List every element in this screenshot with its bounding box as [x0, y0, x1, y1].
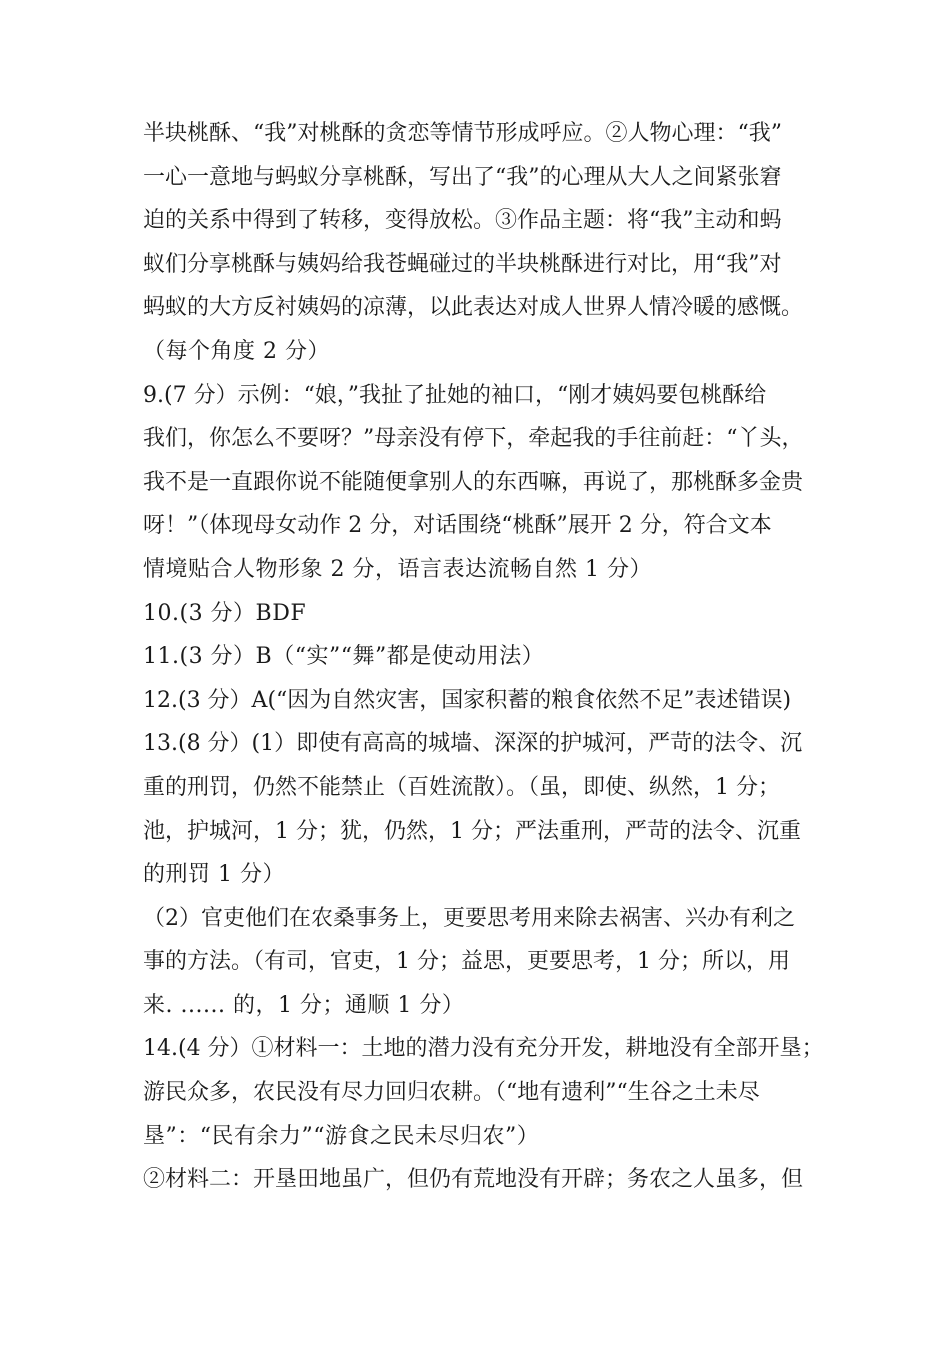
question-10-answer: 10.(3 分）BDF — [143, 600, 307, 626]
text-line: 池，护城河，1 分；犹，仍然，1 分；严法重刑，严苛的法令、沉重 — [143, 818, 801, 844]
text-line: 重的刑罚，仍然不能禁止（百姓流散）。（虽，即使、纵然，1 分； — [143, 774, 780, 800]
text-line: 来. ...... 的，1 分；通顺 1 分） — [143, 992, 465, 1018]
text-line: （每个角度 2 分） — [143, 338, 330, 364]
question-11-answer: 11.(3 分）B（“实”“舞”都是使动用法） — [143, 644, 545, 670]
text-line: ②材料二：开垦田地虽广，但仍有荒地没有开辟；务农之人虽多，但 — [143, 1167, 804, 1193]
text-line: （2）官吏他们在农桑事务上，更要思考用来除去祸害、兴办有利之 — [143, 905, 795, 931]
question-14-answer: 14.(4 分）①材料一：土地的潜力没有充分开发，耕地没有全部开垦； — [143, 1036, 824, 1062]
text-line: 垦”：“民有余力”“游食之民未尽归农”） — [143, 1123, 540, 1149]
text-line: 迫的关系中得到了转移，变得放松。③作品主题：将“我”主动和蚂 — [143, 208, 782, 234]
text-line: 我们，你怎么不要呀？”母亲没有停下，牵起我的手往前赶：“丫头， — [143, 426, 804, 452]
text-line: 一心一意地与蚂蚁分享桃酥，写出了“我”的心理从大人之间紧张窘 — [143, 164, 782, 190]
text-line: 事的方法。（有司，官吏，1 分；益思，更要思考，1 分；所以，用 — [143, 949, 790, 975]
question-13-answer: 13.(8 分）(1）即使有高高的城墙、深深的护城河，严苛的法令、沉 — [143, 731, 803, 757]
question-12-answer: 12.(3 分）A(“因为自然灾害，国家积蓄的粮食依然不足”表述错误) — [143, 687, 792, 713]
text-line: 的刑罚 1 分） — [143, 862, 285, 888]
text-line: 蚁们分享桃酥与姨妈给我苍蝇碰过的半块桃酥进行对比，用“我”对 — [143, 251, 782, 277]
text-line: 我不是一直跟你说不能随便拿别人的东西嘛，再说了，那桃酥多金贵 — [143, 469, 804, 495]
text-line: 呀！”（体现母女动作 2 分，对话围绕“桃酥”展开 2 分，符合文本 — [143, 513, 772, 539]
answer-text-block — [143, 112, 824, 1202]
question-9-answer: 9.(7 分）示例：“娘，”我扯了扯她的袖口，“刚才姨妈要包桃酥给 — [143, 382, 767, 408]
text-line: 情境贴合人物形象 2 分，语言表达流畅自然 1 分） — [143, 556, 652, 582]
text-line: 游民众多，农民没有尽力回归农耕。（“地有遗利”“生谷之土未尽 — [143, 1080, 760, 1106]
text-line: 蚂蚁的大方反衬姨妈的凉薄，以此表达对成人世界人情冷暖的感慨。 — [143, 295, 804, 321]
text-line: 半块桃酥、“我”对桃酥的贪恋等情节形成呼应。②人物心理：“我” — [143, 121, 782, 146]
